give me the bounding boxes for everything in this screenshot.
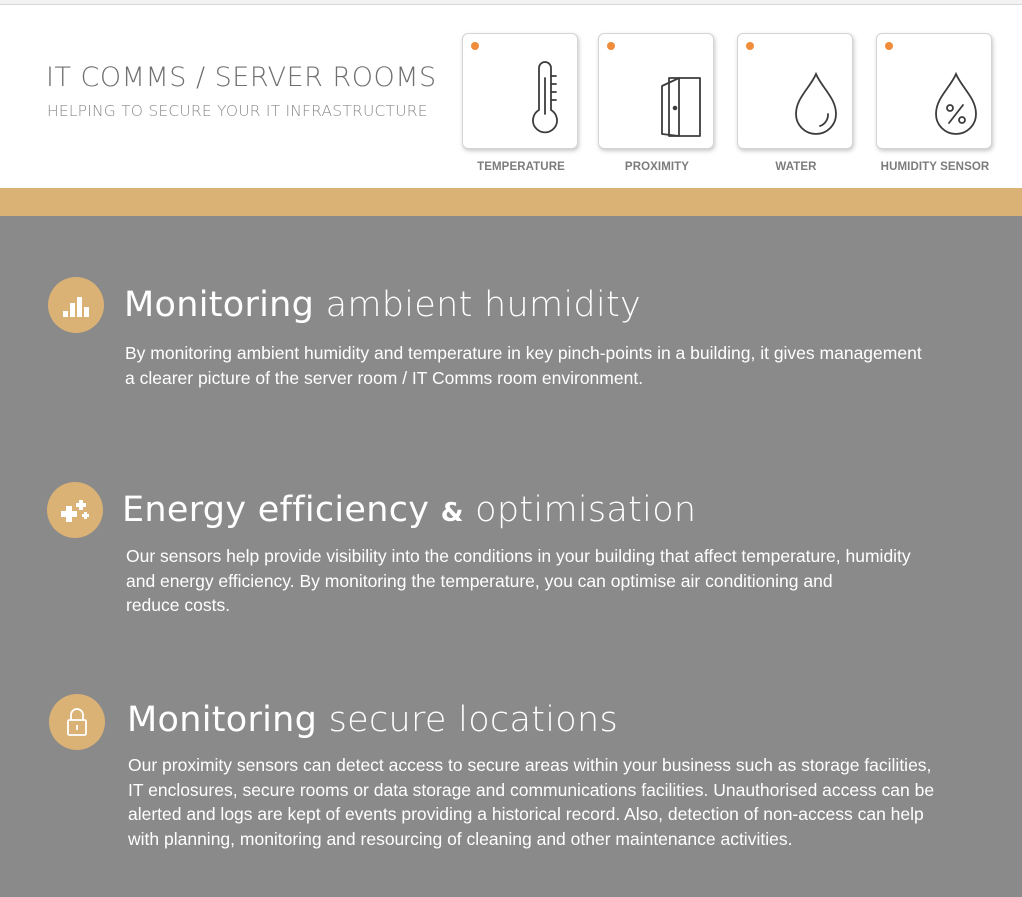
sparkle-plus-icon [47, 482, 103, 538]
section-heading [127, 700, 618, 740]
door-icon [599, 34, 715, 150]
sensor-tile[interactable] [462, 33, 578, 149]
page-header [0, 5, 1022, 188]
section-heading [122, 490, 696, 530]
bar-chart-icon [48, 277, 104, 333]
sensor-label: PROXIMITY [624, 161, 690, 173]
page-subtitle: HELPING TO SECURE YOUR IT INFRASTRUCTURE [47, 102, 428, 120]
accent-band [0, 188, 1022, 216]
body-line: Our proximity sensors can detect access to secure areas within your business such as storage facilities, [128, 755, 932, 775]
body-line: IT enclosures, secure rooms or data storage and communications facilities. Unauthorised access can be [128, 779, 935, 800]
lock-icon [49, 694, 105, 750]
sensor-label: TEMPERATURE [477, 161, 565, 173]
section-badge [48, 277, 104, 333]
humidity-drop-icon [877, 34, 993, 150]
sensor-tile[interactable] [876, 33, 992, 149]
body-line: alerted and logs are kept of events providing a historical record. Also, detection of non-access can help [128, 804, 924, 824]
sensor-tile[interactable] [737, 33, 853, 149]
heading-light: ambient humidity [314, 285, 642, 325]
sensor-card-temperature[interactable] [462, 33, 580, 173]
body-line: and energy efficiency. By monitoring the temperature, you can optimise air conditioning and [126, 570, 833, 591]
heading-strong: Monitoring [124, 285, 315, 325]
body-line: By monitoring ambient humidity and temperature in key pinch-points in a building, it gives management [125, 343, 922, 363]
body-line: a clearer picture of the server room / IT Comms room environment. [125, 367, 644, 388]
sensor-label: WATER [775, 161, 817, 173]
section-heading [124, 285, 641, 325]
section-badge [47, 482, 103, 538]
heading-light: secure locations [317, 700, 618, 740]
thermometer-icon [463, 34, 579, 150]
sensor-card-proximity[interactable] [598, 33, 716, 173]
section-badge [49, 694, 105, 750]
heading-ampersand: & [440, 498, 464, 528]
section-body [126, 544, 911, 618]
sensor-card-humidity[interactable] [876, 33, 994, 173]
heading-light: optimisation [475, 490, 697, 530]
sensor-card-water[interactable] [737, 33, 855, 173]
heading-strong: Monitoring [127, 700, 318, 740]
heading-strong: Energy efficiency [122, 490, 430, 530]
section-body [125, 341, 922, 390]
body-line: reduce costs. [126, 595, 231, 615]
sensor-tile[interactable] [598, 33, 714, 149]
section-body [128, 753, 934, 851]
water-drop-icon [738, 34, 854, 150]
body-line: Our sensors help provide visibility into the conditions in your building that affect temperature, humidity [126, 546, 911, 566]
body-line: with planning, monitoring and resourcing of cleaning and other maintenance activities. [128, 828, 793, 849]
sensor-label: HUMIDITY SENSOR [880, 161, 990, 173]
page-title: IT COMMS / SERVER ROOMS [46, 62, 437, 93]
